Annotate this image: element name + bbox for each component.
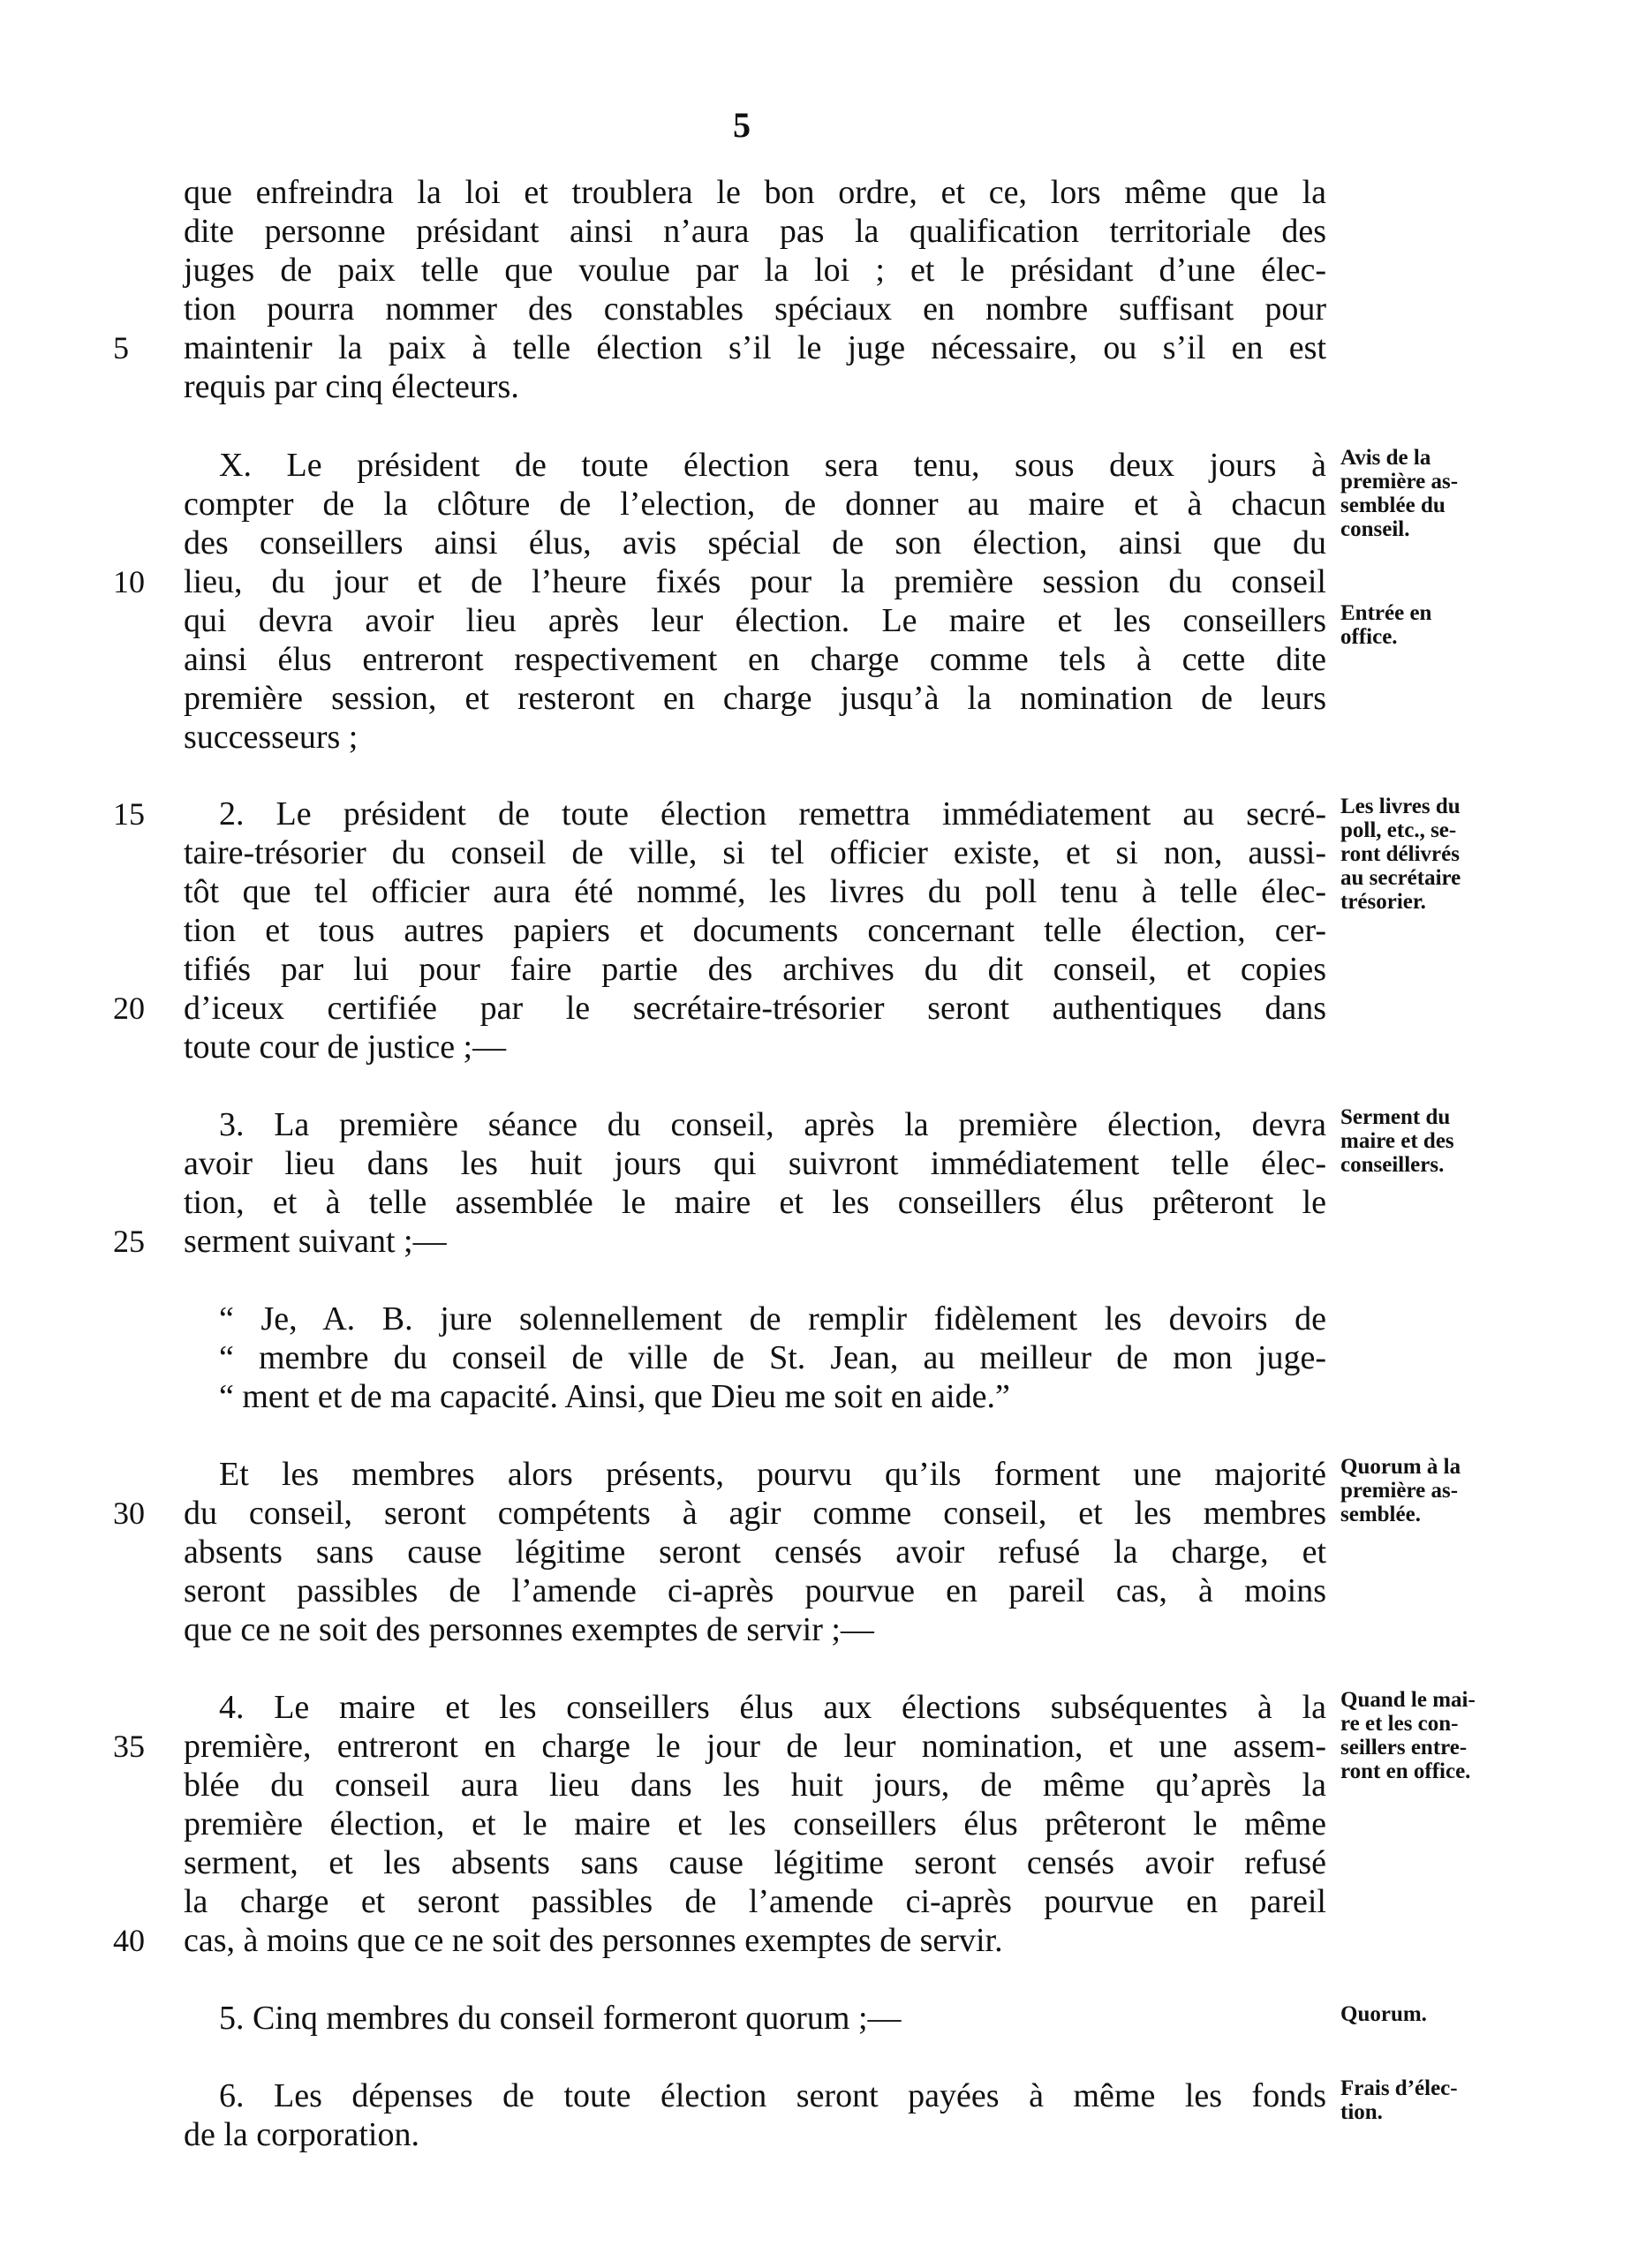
text-line: première session, et resteront en charge jusqu’à la nomination de leurs [184, 680, 1326, 717]
marginal-note [1340, 1455, 1623, 1526]
marginal-note-line: première as- [1340, 1479, 1459, 1503]
marginal-note-line: Frais d’élec- [1340, 2076, 1458, 2100]
text-line: des conseillers ainsi élus, avis spécial de son élection, ainsi que du [184, 524, 1326, 561]
marginal-note [1340, 1105, 1623, 1177]
marginal-note-line: Avis de la [1340, 446, 1431, 470]
marginal-note [1340, 2002, 1623, 2026]
marginal-note-line: seillers entre- [1340, 1736, 1468, 1759]
text-line: 3. La première séance du conseil, après la première élection, devra [219, 1106, 1326, 1143]
text-line: 5. Cinq membres du conseil formeront quorum ;— [219, 2000, 902, 2037]
line-number: 35 [113, 1729, 145, 1764]
text-line: qui devra avoir lieu après leur élection. Le maire et les conseillers [184, 602, 1326, 639]
text-line: avoir lieu dans les huit jours qui suivront immédiatement telle élec- [184, 1145, 1326, 1182]
text-line: lieu, du jour et de l’heure fixés pour la première session du conseil [184, 563, 1326, 600]
line-number: 25 [113, 1224, 145, 1259]
marginal-note-line: première as- [1340, 470, 1459, 494]
text-line: compter de la clôture de l’election, de donner au maire et à chacun [184, 486, 1326, 523]
text-line: Et les membres alors présents, pourvu qu’ils forment une majorité [219, 1456, 1326, 1493]
text-line: tôt que tel officier aura été nommé, les livres du poll tenu à telle élec- [184, 873, 1326, 910]
marginal-note-line: conseillers. [1340, 1153, 1445, 1177]
text-line: ainsi élus entreront respectivement en charge comme tels à cette dite [184, 641, 1326, 678]
marginal-note-line: trésorier. [1340, 890, 1426, 914]
line-number: 30 [113, 1496, 145, 1531]
text-line: 4. Le maire et les conseillers élus aux élections subséquentes à la [219, 1689, 1326, 1726]
marginal-note-line: semblée. [1340, 1503, 1421, 1526]
marginal-note-line: Entrée en [1340, 601, 1432, 625]
text-line: cas, à moins que ce ne soit des personnes exemptes de servir. [184, 1922, 1003, 1959]
text-line: requis par cinq électeurs. [184, 368, 519, 405]
text-line: première, entreront en charge le jour de leur nomination, et une assem- [184, 1728, 1326, 1765]
marginal-note [1340, 2076, 1623, 2124]
marginal-note-line: tion. [1340, 2100, 1383, 2124]
text-line: que enfreindra la loi et troublera le bon ordre, et ce, lors même que la [184, 174, 1326, 211]
marginal-note [1340, 601, 1623, 649]
text-line: maintenir la paix à telle élection s’il le juge nécessaire, ou s’il en est [184, 329, 1326, 366]
marginal-note-line: maire et des [1340, 1129, 1454, 1153]
text-line: que ce ne soit des personnes exemptes de servir ;— [184, 1611, 874, 1648]
marginal-note-line: Quorum à la [1340, 1455, 1461, 1479]
line-number: 20 [113, 991, 145, 1026]
text-line: 2. Le président de toute élection remettra immédiatement au secré- [219, 795, 1326, 833]
marginal-note-line: Serment du [1340, 1105, 1451, 1129]
marginal-note-line: office. [1340, 625, 1398, 649]
marginal-note-line: au secrétaire [1340, 866, 1461, 890]
marginal-note [1340, 1688, 1623, 1783]
line-number: 5 [113, 330, 129, 365]
text-line: 6. Les dépenses de toute élection seront payées à même les fonds [219, 2077, 1326, 2114]
line-number: 40 [113, 1923, 145, 1958]
text-line: serment suivant ;— [184, 1223, 447, 1260]
text-line: taire-trésorier du conseil de ville, si tel officier existe, et si non, aussi- [184, 834, 1326, 871]
text-line: X. Le président de toute élection sera tenu, sous deux jours à [219, 447, 1326, 484]
marginal-note-line: ront délivrés [1340, 842, 1460, 866]
text-line: blée du conseil aura lieu dans les huit jours, de même qu’après la [184, 1767, 1326, 1804]
marginal-note [1340, 795, 1623, 914]
text-line: tion pourra nommer des constables spéciaux en nombre suffisant pour [184, 290, 1326, 328]
marginal-note-line: Quorum. [1340, 2002, 1427, 2026]
line-number: 15 [113, 796, 145, 832]
text-line: d’iceux certifiée par le secrétaire-trésorier seront authentiques dans [184, 990, 1326, 1027]
text-line: dite personne présidant ainsi n’aura pas la qualification territoriale des [184, 213, 1326, 250]
marginal-note [1340, 446, 1623, 541]
page-number: 5 [733, 105, 751, 145]
marginal-note-line: Les livres du [1340, 795, 1461, 818]
text-line: première élection, et le maire et les conseillers élus prêteront le même [184, 1805, 1326, 1842]
text-line: du conseil, seront compétents à agir comme conseil, et les membres [184, 1495, 1326, 1532]
text-line: tion et tous autres papiers et documents concernant telle élection, cer- [184, 912, 1326, 949]
text-line: de la corporation. [184, 2116, 419, 2153]
text-line: “ ment et de ma capacité. Ainsi, que Dieu me soit en aide.” [219, 1378, 1010, 1415]
text-line: “ Je, A. B. jure solennellement de remplir fidèlement les devoirs de [219, 1300, 1326, 1337]
marginal-note-line: conseil. [1340, 517, 1410, 541]
text-line: absents sans cause légitime seront censés avoir refusé la charge, et [184, 1533, 1326, 1571]
text-line: toute cour de justice ;— [184, 1029, 507, 1066]
marginal-note-line: semblée du [1340, 494, 1446, 517]
text-line: serment, et les absents sans cause légitime seront censés avoir refusé [184, 1844, 1326, 1881]
text-line: “ membre du conseil de ville de St. Jean, au meilleur de mon juge- [219, 1339, 1326, 1376]
text-line: juges de paix telle que voulue par la loi ; et le présidant d’une élec- [184, 252, 1326, 289]
marginal-note-line: ront en office. [1340, 1759, 1471, 1783]
marginal-note-line: re et les con- [1340, 1712, 1459, 1736]
text-line: la charge et seront passibles de l’amende ci-après pourvue en pareil [184, 1883, 1326, 1920]
marginal-note-line: poll, etc., se- [1340, 818, 1457, 842]
marginal-note-line: Quand le mai- [1340, 1688, 1476, 1712]
text-line: seront passibles de l’amende ci-après pourvue en pareil cas, à moins [184, 1572, 1326, 1609]
line-number: 10 [113, 564, 145, 599]
text-line: successeurs ; [184, 719, 359, 756]
text-line: tifiés par lui pour faire partie des archives du dit conseil, et copies [184, 951, 1326, 988]
text-line: tion, et à telle assemblée le maire et les conseillers élus prêteront le [184, 1184, 1326, 1221]
